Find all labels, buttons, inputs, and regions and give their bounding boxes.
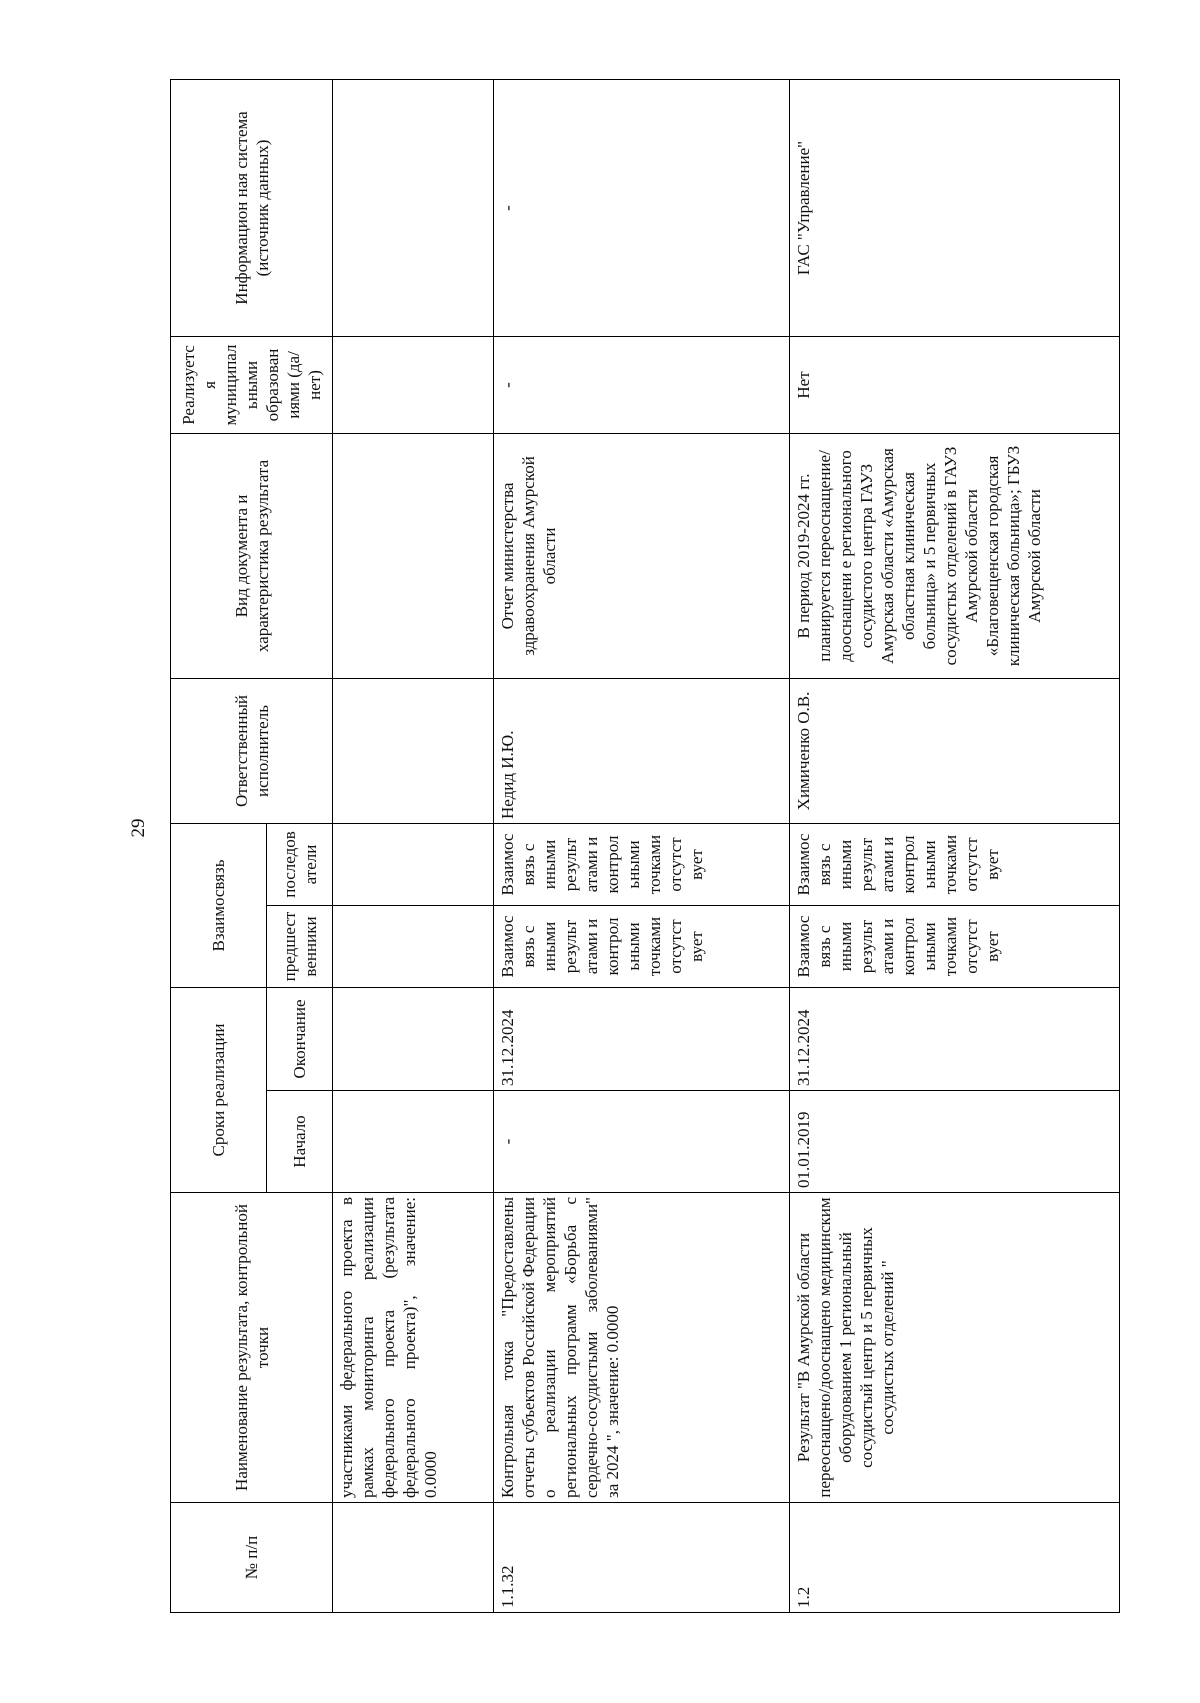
row-successors	[333, 823, 494, 905]
row-responsible: Химиченко О.В.	[789, 678, 1119, 823]
row-successors: Взаимос вязь с иными результ атами и контрол ьными точками отсутст вует	[494, 823, 789, 905]
header-responsible: Ответственный исполнитель	[171, 678, 333, 823]
row-predecessors: Взаимос вязь с иными результ атами и контрол ьными точками отсутст вует	[494, 906, 789, 988]
table-row	[789, 79, 1119, 1612]
rotated-page-content	[170, 80, 1120, 1613]
header-num: № п/п	[171, 1503, 333, 1613]
header-predecessors: предшест венники	[267, 906, 333, 988]
row-start: -	[494, 1091, 789, 1193]
header-relation: Взаимосвязь	[171, 823, 267, 987]
row-end	[333, 988, 494, 1091]
row-doc	[333, 433, 494, 678]
table-row	[494, 79, 789, 1612]
row-system: -	[494, 79, 789, 336]
row-municipal	[333, 336, 494, 433]
row-system	[333, 79, 494, 336]
row-doc-cell	[789, 433, 1119, 678]
row-municipal: -	[494, 336, 789, 433]
row-successors: Взаимос вязь с иными результ атами и контрол ьными точками отсутст вует	[789, 823, 1119, 905]
row-doc: В период 2019-2024 гг. планируется переоснащение/дооснащени е регионального сосудистого центра ГАУЗ Амурская области «Амурская областная клиническая больница» и 5 первичных сосудистых отделений в ГАУЗ Амурской области «Благовещенская городская клиническая больница»; ГБУЗ Амурской области	[793, 445, 1044, 667]
header-name: Наименование результата, контрольной точки	[171, 1193, 333, 1503]
header-doc: Вид документа и характеристика результата	[171, 433, 333, 678]
header-system: Информацион ная система (источник данных)	[171, 79, 333, 336]
header-municipal: Реализуетс я муниципал ьными образован иями (да/нет)	[171, 336, 333, 433]
row-start	[333, 1091, 494, 1193]
row-num	[333, 1503, 494, 1613]
row-doc: Отчет министерства здравоохранения Амурской области	[494, 433, 789, 678]
row-end: 31.12.2024	[789, 988, 1119, 1091]
header-end: Окончание	[267, 988, 333, 1091]
row-num: 1.2	[789, 1503, 1119, 1613]
row-predecessors	[333, 906, 494, 988]
row-responsible: Недид И.Ю.	[494, 678, 789, 823]
header-row-1	[171, 79, 267, 1612]
page-number: 29	[128, 818, 149, 838]
header-terms: Сроки реализации	[171, 988, 267, 1193]
row-responsible	[333, 678, 494, 823]
row-system: ГАС "Управление"	[789, 79, 1119, 336]
header-successors: последов атели	[267, 823, 333, 905]
results-table	[170, 79, 1120, 1613]
header-start: Начало	[267, 1091, 333, 1193]
row-end: 31.12.2024	[494, 988, 789, 1091]
row-municipal: Нет	[789, 336, 1119, 433]
row-name: участниками федерального проекта в рамках мониторинга реализации федерального проекта (результата федерального проекта)", значение: 0.0000	[333, 1193, 494, 1503]
table-row	[333, 79, 494, 1612]
row-name: Результат "В Амурской области переоснащено/дооснащено медицинским оборудованием 1 региональный сосудистый центр и 5 первичных сосудистых отделений "	[789, 1193, 1119, 1503]
row-name: Контрольная точка "Предоставлены отчеты субъектов Российской Федерации о реализации мероприятий региональных программ «Борьба с сердечно-сосудистыми заболеваниями" за 2024 ", значение: 0.0000	[494, 1193, 789, 1503]
row-num: 1.1.32	[494, 1503, 789, 1613]
row-predecessors: Взаимос вязь с иными результ атами и контрол ьными точками отсутст вует	[789, 906, 1119, 988]
row-start: 01.01.2019	[789, 1091, 1119, 1193]
